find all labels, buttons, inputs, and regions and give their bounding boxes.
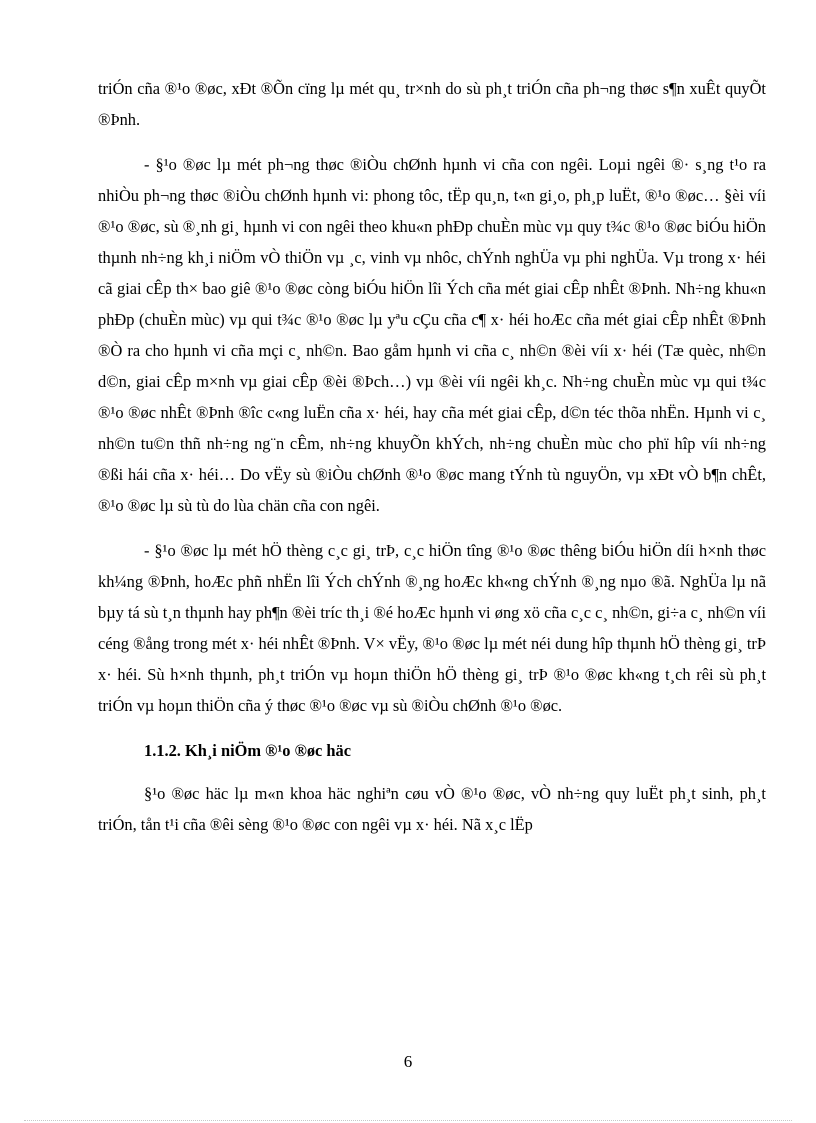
footer-divider [24, 1120, 792, 1121]
paragraph-continuation: triÓn cña ®¹o ®øc, xÐt ®Õn cïng lµ mét qu¸ tr×nh do sù ph¸t triÓn cña ph¬ng thøc s¶n xuÊt quyÕt ®Þnh. [98, 79, 766, 129]
paragraph-moral-values: - §¹o ®øc lµ mét hÖ thèng c¸c gi¸ trÞ, c¸c hiÖn tîng ®¹o ®øc thêng biÓu hiÖn díi h×nh thøc kh¼ng ®Þnh, hoÆc phñ nhËn lîi Ých chÝnh ®¸ng hoÆc kh«ng chÝnh ®¸ng nµo ®ã. NghÜa lµ nã bµy tá sù t¸n thµnh hay ph¶n ®èi tríc th¸i ®é hoÆc hµnh vi øng xö cña c¸c c¸ nh©n, gi÷a c¸ nh©n víi céng ®ång trong mét x· héi nhÊt ®Þnh. V× vËy, ®¹o ®øc lµ mét néi dung hîp thµnh hÖ thèng gi¸ trÞ x· héi. Sù h×nh thµnh, ph¸t triÓn vµ hoµn thiÖn hÖ thèng gi¸ trÞ ®¹o ®øc kh«ng t¸ch rêi sù ph¸t triÓn vµ hoµn thiÖn cña ý thøc ®¹o ®øc vµ sù ®iÒu chØnh ®¹o ®øc. [98, 541, 766, 715]
paragraph-ethics-definition: §¹o ®øc häc lµ m«n khoa häc nghiªn cøu vÒ ®¹o ®øc, vÒ nh÷ng quy luËt ph¸t sinh, ph¸t triÓn, tån t¹i cña ®êi sèng ®¹o ®øc con ngêi vµ x· héi. Nã x¸c lËp [98, 784, 766, 834]
paragraph-moral-regulation: - §¹o ®øc lµ mét ph¬ng thøc ®iÒu chØnh hµnh vi cña con ngêi. Loµi ngêi ®· s¸ng t¹o ra nhiÒu ph¬ng thøc ®iÒu chØnh hµnh vi: phong tôc, tËp qu¸n, t«n gi¸o, ph¸p luËt, ®¹o ®øc… §èi víi ®¹o ®øc, sù ®¸nh gi¸ hµnh vi con ngêi theo khu«n phÐp chuÈn mùc vµ quy t¾c ®¹o ®øc biÓu hiÖn thµnh nh÷ng kh¸i niÖm vÒ thiÖn vµ ¸c, vinh vµ nhôc, chÝnh nghÜa vµ phi nghÜa. Vµ trong x· héi cã giai cÊp th× bao giê ®¹o ®øc còng biÓu hiÖn lîi Ých cña mét giai cÊp nhÊt ®Þnh. Nh÷ng khu«n phÐp (chuÈn mùc) vµ qui t¾c ®¹o ®øc lµ yªu cÇu cña c¶ x· héi hoÆc cña mét giai cÊp nhÊt ®Þnh ®Ò ra cho hµnh vi cña mçi c¸ nh©n. Bao gåm hµnh vi cña c¸ nh©n ®èi víi x· héi (Tæ quèc, nh©n d©n, giai cÊp m×nh vµ giai cÊp ®èi ®Þch…) vµ ®èi víi ngêi kh¸c. Nh÷ng chuÈn mùc vµ qui t¾c ®¹o ®øc nhÊt ®Þnh ®îc c«ng luËn cña x· héi, hay cña mét giai cÊp, d©n téc thõa nhËn. Hµnh vi c¸ nh©n tu©n thñ nh÷ng ng¨n cÊm, nh÷ng khuyÕn khÝch, nh÷ng chuÈn mùc cho phï hîp víi nh÷ng ®ßi hái cña x· héi… Do vËy sù ®iÒu chØnh ®¹o ®øc mang tÝnh tù nguyÖn, vµ xÐt vÒ b¶n chÊt, ®¹o ®øc lµ sù tù do lùa chän cña con ngêi. [98, 155, 766, 515]
section-heading: 1.1.2. Kh¸i niÖm ®¹o ®øc häc [144, 741, 351, 760]
page-number: 6 [403, 1052, 413, 1071]
body-text [98, 73, 766, 854]
